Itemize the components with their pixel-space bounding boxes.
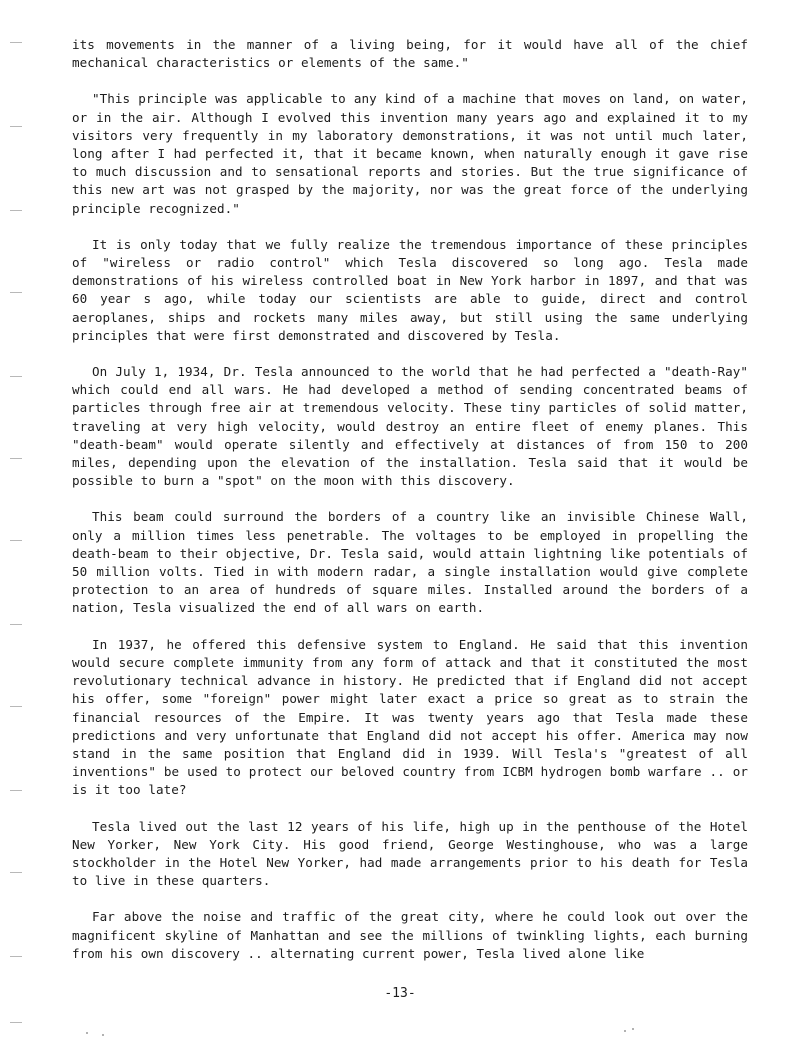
paragraph-4: On July 1, 1934, Dr. Tesla announced to the world that he had perfected a "death-Ray" which could end all wars. He had developed a method of sending concentrated beams of particles through free air at tremendous velocity. These tiny particles of solid matter, traveling at very high velocity, would destroy an entire fleet of enemy planes. This "death-beam" would operate silently and effectively at distances of from 150 to 200 miles, depending upon the elevation of the installation. Tesla said that it would be possible to burn a "spot" on the moon with this discovery.: [72, 364, 748, 489]
paragraph-1: its movements in the manner of a living being, for it would have all of the chief mechanical characteristics or elements of the same.": [72, 37, 748, 71]
scan-speck: [102, 1034, 104, 1036]
paragraph-5: This beam could surround the borders of a country like an invisible Chinese Wall, only a million times less penetrable. The voltages to be employed in propelling the death-beam to their objective, Dr. Tesla said, would attain lightning like potentials of 50 million volts. Tied in with modern radar, a single installation would give complete protection to an area of hundreds of square miles. Installed around the borders of a nation, Tesla visualized the end of all wars on earth.: [72, 509, 748, 616]
paragraph-3: It is only today that we fully realize the tremendous importance of these principles of "wireless or radio control" which Tesla discovered so long ago. Tesla made demonstrations of his wireless controlled boat in New York harbor in 1897, and that was 60 year s ago, while today our scientists are able to guide, direct and control aeroplanes, ships and rockets many miles away, but still using the same underlying principles that were first demonstrated and discovered by Tesla.: [72, 236, 748, 343]
binder-edge-marks: [0, 0, 30, 1043]
body-text: [72, 36, 748, 963]
paragraph-2: "This principle was applicable to any kind of a machine that moves on land, on water, or in the air. Although I evolved this invention many years ago and explained it to my visitors very frequently in my laboratory demonstrations, it was not until much later, long after I had perfected it, that it became known, when naturally enough it gave rise to much discussion and to sensational reports and stories. But the true significance of this new art was not grasped by the majority, nor was the great force of the underlying principle recognized.": [72, 91, 748, 216]
scan-speck: [624, 1030, 626, 1032]
paragraph-8: Far above the noise and traffic of the great city, where he could look out over the magnificent skyline of Manhattan and see the millions of twinkling lights, each burning from his own discovery .. alternating current power, Tesla lived alone like: [72, 909, 748, 961]
paragraph-6: In 1937, he offered this defensive system to England. He said that this invention would secure complete immunity from any form of attack and that it constituted the most revolutionary technical advance in history. He predicted that if England did not accept his offer, some "foreign" power might later exact a price so great as to strain the financial resources of the Empire. It was twenty years ago that Tesla made these predictions and very unfortunate that England did not accept his offer. America may now stand in the same position that England did in 1939. Will Tesla's "greatest of all inventions" be used to protect our beloved country from ICBM hydrogen bomb warfare .. or is it too late?: [72, 636, 748, 798]
page-number: -13-: [384, 986, 416, 1001]
scan-speck: [632, 1028, 634, 1030]
scan-speck: [86, 1032, 88, 1034]
paragraph-7: Tesla lived out the last 12 years of his life, high up in the penthouse of the Hotel New Yorker, New York City. His good friend, George Westinghouse, who was a large stockholder in the Hotel New Yorker, had made arrangements prior to his death for Tesla to live in these quarters.: [72, 818, 748, 889]
